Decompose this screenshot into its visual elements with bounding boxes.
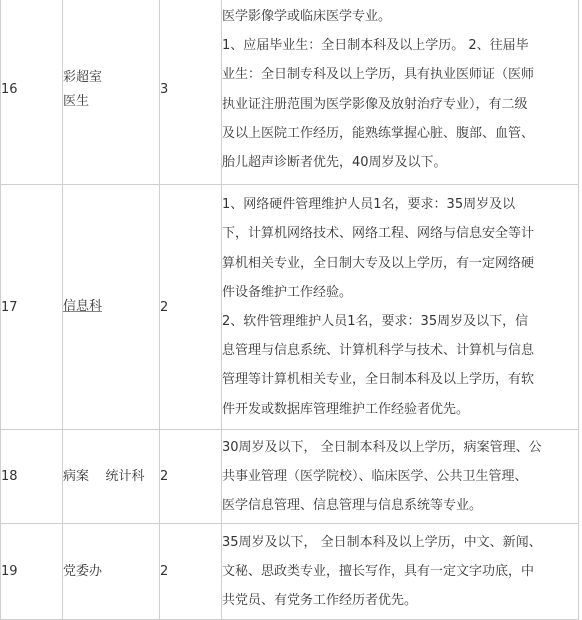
department-name: 医生 [63, 93, 90, 109]
requirement-text: 1、网络硬件管理维护人员1名，要求：35周岁及以 [222, 197, 516, 213]
requirement-text: 执业证注册范围为医学影像及放射治疗专业），有二级 [222, 96, 528, 112]
requirement-text: 件开发或数据库管理维护工作经验者优先。 [222, 401, 470, 417]
requirement-text: 共事业管理（医学院校）、临床医学、公共卫生管理、 [222, 468, 528, 484]
department-name: 党委办 [63, 563, 103, 579]
headcount: 2 [160, 430, 222, 524]
row-number: 19 [1, 524, 63, 620]
department-link[interactable]: 信息科 [63, 299, 103, 314]
requirements-cell [222, 185, 579, 430]
headcount: 2 [160, 524, 222, 620]
requirement-text: 及以上医院工作经历，能熟练掌握心脏、腹部、血管、 [222, 125, 535, 141]
table-row [1, 430, 579, 524]
row-number: 17 [1, 185, 63, 430]
requirement-text: 胎儿超声诊断者优先，40周岁及以下。 [222, 154, 447, 170]
row-number: 18 [1, 430, 63, 524]
row-number: 16 [1, 0, 63, 185]
requirements-cell [222, 524, 579, 620]
table-row [1, 524, 579, 620]
requirements-cell [222, 430, 579, 524]
requirement-text: 文秘、思政类专业，擅长写作，具有一定文字功底，中 [222, 563, 535, 579]
requirements-cell [222, 0, 579, 185]
requirement-text: 医学信息管理、信息管理与信息系统等专业。 [222, 498, 483, 514]
requirement-text: 2、软件管理维护人员1名，要求：35周岁及以下，信 [222, 314, 529, 329]
department-cell [63, 430, 160, 524]
requirement-text: 下，计算机网络技术、网络工程、网络与信息安全等计 [222, 226, 535, 242]
requirement-text: 1、应届毕业生：全日制本科及以上学历。 2、往届毕 [222, 38, 529, 54]
headcount: 2 [160, 185, 222, 430]
requirement-text: 医学影像学或临床医学专业。 [222, 8, 392, 24]
requirement-text: 件设备维护工作经验。 [222, 284, 353, 300]
department-name: 彩超室 [63, 69, 103, 85]
table-row [1, 185, 579, 430]
requirement-text: 管理等计算机相关专业，全日制本科及以上学历，有软 [222, 372, 535, 388]
requirement-text: 30周岁及以下， 全日制本科及以上学历，病案管理、公 [222, 439, 542, 455]
department-cell [63, 0, 160, 185]
department-cell [63, 524, 160, 620]
requirement-text: 共党员、有党务工作经历者优先。 [222, 593, 418, 609]
requirement-text: 35周岁及以下， 全日制本科及以上学历，中文、新闻、 [222, 534, 542, 550]
table-row [1, 0, 579, 185]
headcount: 3 [160, 0, 222, 185]
requirement-text: 算机相关专业，全日制大专及以上学历，有一定网络硬 [222, 255, 535, 271]
requirement-text: 业生：全日制专科及以上学历，具有执业医师证（医师 [222, 67, 535, 83]
department-name: 病案 统计科 [63, 468, 145, 484]
department-cell[interactable] [63, 185, 160, 430]
requirement-text: 息管理与信息系统、计算机科学与技术、计算机与信息 [222, 343, 535, 359]
